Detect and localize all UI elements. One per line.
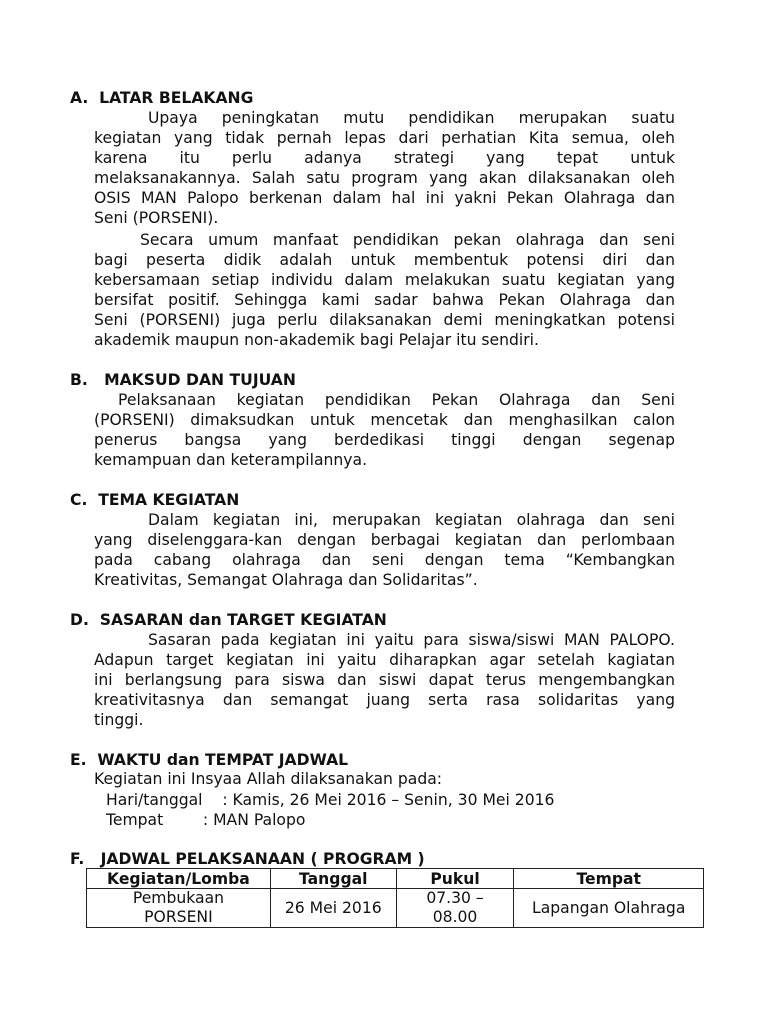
section-b-paragraph [94, 390, 675, 470]
text-line: Dalam kegiatan ini, merupakan kegiatan olahraga dan seni [148, 511, 675, 529]
text-line: yang diselenggara-kan dengan berbagai kegiatan dan perlombaan [94, 531, 675, 549]
section-a-paragraph-2 [94, 230, 675, 350]
schedule-intro: Kegiatan ini Insyaa Allah dilaksanakan pada: [94, 770, 443, 788]
schedule-place: Tempat : MAN Palopo [106, 811, 306, 829]
cell-kegiatan-line-2: PORSENI [144, 908, 213, 926]
cell-pukul-line-2: 08.00 [432, 908, 478, 926]
section-b-heading: B. MAKSUD DAN TUJUAN [70, 371, 296, 389]
cell-tanggal: 26 Mei 2016 [270, 889, 396, 928]
section-a-heading: A. LATAR BELAKANG [70, 89, 254, 107]
text-line: kegiatan yang tidak pernah lepas dari perhatian Kita semua, oleh [94, 129, 675, 147]
text-line: melaksanakannya. Salah satu program yang akan dilaksanakan oleh [94, 169, 675, 187]
text-line: pada cabang olahraga dan seni dengan tema “Kembangkan [94, 551, 675, 569]
text-line: penerus bangsa yang berdedikasi tinggi dengan segenap [94, 431, 675, 449]
cell-kegiatan-line-1: Pembukaan [132, 889, 225, 907]
text-line: karena itu perlu adanya strategi yang tepat untuk [94, 149, 675, 167]
table-row [87, 889, 704, 928]
text-line: OSIS MAN Palopo berkenan dalam hal ini yakni Pekan Olahraga dan [94, 189, 675, 207]
section-a-paragraph-1 [94, 108, 675, 228]
text-line: Seni (PORSENI) juga perlu dilaksanakan demi meningkatkan potensi [94, 311, 675, 329]
section-d-heading: D. SASARAN dan TARGET KEGIATAN [70, 611, 387, 629]
text-line: tinggi. [94, 711, 144, 729]
text-line: (PORSENI) dimaksudkan untuk mencetak dan menghasilkan calon [94, 411, 675, 429]
cell-pukul-line-1: 07.30 – [426, 889, 484, 907]
cell-kegiatan [87, 889, 271, 928]
column-header-tempat: Tempat [514, 869, 704, 889]
column-header-pukul: Pukul [396, 869, 514, 889]
section-f-heading: F. JADWAL PELAKSANAAN ( PROGRAM ) [70, 850, 425, 868]
text-line: Secara umum manfaat pendidikan pekan olahraga dan seni [140, 231, 675, 249]
text-line: Upaya peningkatan mutu pendidikan merupakan suatu [148, 109, 675, 127]
text-line: bersifat positif. Sehingga kami sadar bahwa Pekan Olahraga dan [94, 291, 675, 309]
text-line: ini berlangsung para siswa dan siswi dapat terus mengembangkan [94, 671, 675, 689]
section-c-heading: C. TEMA KEGIATAN [70, 491, 240, 509]
cell-pukul [396, 889, 514, 928]
table-header-row [87, 869, 704, 889]
text-line: akademik maupun non-akademik bagi Pelajar itu sendiri. [94, 331, 539, 349]
text-line: Sasaran pada kegiatan ini yaitu para siswa/siswi MAN PALOPO. [148, 631, 675, 649]
text-line: Adapun target kegiatan ini yaitu diharapkan agar setelah kagiatan [94, 651, 675, 669]
section-e-heading: E. WAKTU dan TEMPAT JADWAL [70, 751, 349, 769]
text-line: Pelaksanaan kegiatan pendidikan Pekan Olahraga dan Seni [118, 391, 675, 409]
column-header-kegiatan: Kegiatan/Lomba [87, 869, 271, 889]
text-line: kreativitasnya dan semangat juang serta rasa solidaritas yang [94, 691, 675, 709]
cell-tempat: Lapangan Olahraga [514, 889, 704, 928]
schedule-table [86, 868, 704, 928]
section-c-paragraph [94, 510, 675, 590]
text-line: bagi peserta didik adalah untuk membentuk potensi diri dan [94, 251, 675, 269]
text-line: kebersamaan setiap individu dalam melakukan suatu kegiatan yang [94, 271, 675, 289]
section-d-paragraph [94, 630, 675, 730]
schedule-date: Hari/tanggal : Kamis, 26 Mei 2016 – Senin, 30 Mei 2016 [106, 791, 555, 809]
text-line: Kreativitas, Semangat Olahraga dan Solidaritas”. [94, 571, 478, 589]
text-line: Seni (PORSENI). [94, 209, 219, 227]
text-line: kemampuan dan keterampilannya. [94, 451, 368, 469]
column-header-tanggal: Tanggal [270, 869, 396, 889]
